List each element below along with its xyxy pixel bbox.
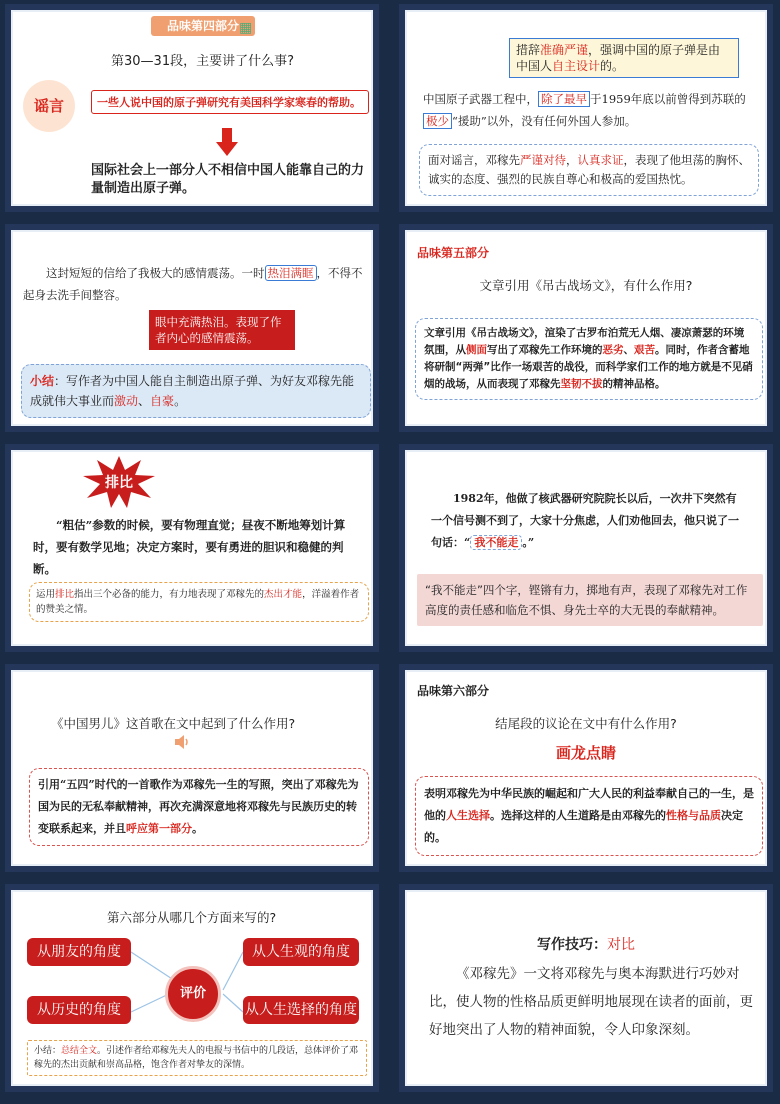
answer-box: “我不能走”四个字，铿锵有力，掷地有声，表现了邓稼先对工作高度的责任感和临危不惧、身先士卒的大无畏的奉献精神。 — [417, 574, 763, 626]
question-text: 结尾段的议论在文中有什么作用? — [495, 716, 677, 731]
answer-red-2: 恶劣 — [602, 344, 624, 356]
quote-part-1: 1982年，他做了核武器研究院院长以后，一次井下突然有一个信号测不到了，大家十分焦虑，人们劝他回去，他只说了一句话：“ — [431, 492, 739, 549]
summary-red-1: 严谨对待 — [520, 153, 566, 167]
slide-aspects — [5, 884, 379, 1092]
summary-pre: 小结： — [34, 1046, 62, 1056]
answer-red-2: 性格与品质 — [666, 809, 721, 822]
slide-6 — [399, 664, 773, 872]
slide-4c — [5, 224, 379, 432]
answer-end: ，洋溢着作者的赞美之情。 — [36, 589, 360, 615]
answer-part-1: 文章引用《吊古战场文》，渲染了古罗布泊荒无人烟、凄凉萧瑟的环境氛围，从 — [424, 327, 745, 356]
summary-label: 小结 — [30, 374, 55, 388]
aspect-node-1: 从朋友的角度 — [27, 938, 131, 966]
quote-text — [431, 488, 741, 554]
answer-part-5: 的精神品格。 — [602, 378, 666, 390]
technique-body: 《邓稼先》一文将邓稼先与奥本海默进行巧妙对比，使人物的性格品质更鲜明地展现在读者的面前，更好地突出了人物的精神面貌，令人印象深刻。 — [429, 966, 753, 1038]
summary-mid: ， — [566, 153, 578, 167]
summary-pre: 面对谣言，邓稼先 — [428, 153, 520, 167]
quote-part-2: ，不得不起身去洗手间整容。 — [23, 266, 363, 302]
aspect-node-4: 从人生选择的角度 — [243, 996, 359, 1024]
rumor-text: 一些人说中国的原子弹研究有美国科学家寒春的帮助。 — [91, 90, 369, 114]
note-red-1: 准确严谨 — [540, 43, 589, 57]
rumor-label: 谣言 — [33, 97, 64, 115]
quote-boxed-1: 除了最早 — [538, 91, 590, 107]
answer-part-2: 。 — [192, 822, 203, 835]
rumor-circle — [23, 80, 75, 132]
answer-box — [415, 318, 763, 400]
answer-red-4: 坚韧不拔 — [560, 378, 603, 390]
summary-red-2: 自豪 — [150, 394, 175, 408]
answer-mid: 指出三个必备的能力，有力地表现了邓稼先的 — [74, 589, 265, 600]
answer-red-1: 侧面 — [466, 344, 487, 356]
slide-4b — [399, 4, 773, 212]
speaker-icon[interactable] — [173, 734, 191, 750]
answer-box — [29, 768, 369, 846]
answer-red-2: 杰出才能 — [264, 589, 303, 600]
answer-part-3: 决定的。 — [424, 809, 743, 844]
quote-text: “粗估”参数的时候，要有物理直觉；昼夜不断地筹划计算时，要有数学见地；决定方案时，要有勇进的胆识和稳健的判断。 — [33, 518, 346, 576]
technique-title-pre: 写作技巧： — [537, 937, 607, 953]
answer-part-2: 。选择这样的人生道路是由邓稼先的 — [490, 809, 666, 822]
conclusion-text: 国际社会上一部分人不相信中国人能靠自己的力量制造出原子弹。 — [91, 163, 365, 196]
center-node — [165, 966, 221, 1022]
summary-red-2: 认真求证 — [577, 153, 624, 167]
highlight-text: 画龙点睛 — [555, 744, 616, 762]
summary-end: 。引述作者给邓稼先夫人的电报与书信中的几段话，总体评价了邓稼先的杰出贡献和崇高品格，饱含作者对挚友的深情。 — [34, 1046, 359, 1070]
question-text: 第30—31段，主要讲了什么事? — [111, 54, 294, 69]
question-text: 文章引用《吊古战场文》，有什么作用? — [479, 278, 693, 293]
quote-part-2: 。” — [522, 536, 535, 549]
quote-part-3: “援助”以外，没有任何外国人参加。 — [452, 114, 637, 128]
aspect-node-3: 从历史的角度 — [27, 996, 131, 1024]
section-header: 品味第六部分 — [417, 684, 490, 698]
answer-part-2: 写出了邓稼先工作环境的 — [487, 344, 603, 356]
slide-5 — [399, 224, 773, 432]
question-text: 第六部分从哪几个方面来写的? — [107, 910, 277, 925]
starburst-badge — [83, 456, 155, 508]
books-icon: ▦ — [239, 20, 253, 36]
quote-part-2: 于1959年底以前曾得到苏联的 — [590, 92, 746, 106]
answer-part-1: 表明邓稼先为中华民族的崛起和广大人民的利益奉献自己的一生，是他的 — [424, 787, 754, 822]
callout-box: 眼中充满热泪。表现了作者内心的感情震荡。 — [149, 310, 295, 350]
answer-part-1: 引用“五四”时代的一首歌作为邓稼先一生的写照，突出了邓稼先为国为民的无私奉献精神，再次充满深意地将邓稼先与民族历史的转变联系起来，并且 — [38, 778, 359, 835]
summary-red-1: 激动 — [114, 394, 139, 408]
quote-red: 我不能走 — [470, 535, 522, 550]
summary-mid: 、 — [138, 394, 151, 408]
answer-red-1: 排比 — [55, 589, 75, 600]
slide-song — [5, 664, 379, 872]
answer-red: 呼应第一部分 — [126, 822, 192, 835]
note-mid: ，强调中国的原子弹是由中国人 — [516, 43, 721, 73]
center-label: 评价 — [179, 986, 206, 1001]
answer-part-4: 。同时，作者含蓄地将研制“两弹”比作一场艰苦的战役，而科学家们工作的地方就是不见硝烟的战场，从而表现了邓稼先 — [424, 344, 753, 390]
summary-pre: ：写作者为中国人能自主制造出原子弹、为好友邓稼先能成就伟大事业而 — [30, 374, 355, 408]
question-text: 《中国男儿》这首歌在文中起到了什么作用? — [51, 716, 296, 731]
technique-title — [405, 934, 767, 954]
summary-end: ，表现了他坦荡的胸怀、诚实的态度、强烈的民族自尊心和极高的爱国热忱。 — [428, 153, 750, 186]
note-end: 的。 — [600, 59, 625, 73]
section-header: 品味第五部分 — [417, 246, 490, 260]
badge-label: 排比 — [105, 475, 133, 491]
slide-parallelism — [5, 444, 379, 652]
answer-box — [29, 582, 369, 622]
quote-text — [23, 262, 369, 306]
quote-part-1: 这封短短的信给了我极大的感情震荡。一时 — [46, 266, 265, 280]
slide-technique — [399, 884, 773, 1092]
summary-box — [419, 144, 759, 196]
quote-boxed-2: 极少 — [423, 113, 452, 129]
aspect-node-2: 从人生观的角度 — [243, 938, 359, 966]
down-arrow-icon — [216, 128, 238, 154]
summary-box — [21, 364, 371, 418]
technique-title-red: 对比 — [607, 937, 635, 953]
slide-4a — [5, 4, 379, 212]
summary-end: 。 — [174, 394, 187, 408]
slide-cannot-leave — [399, 444, 773, 652]
note-box — [509, 38, 739, 78]
note-red-2: 自主设计 — [552, 59, 601, 73]
answer-pre: 运用 — [36, 589, 56, 600]
quote-part-1: 中国原子武器工程中， — [423, 92, 538, 106]
answer-red-3: 艰苦 — [634, 344, 655, 356]
quote-boxed: 热泪满眶 — [265, 265, 317, 281]
section-header-text: 品味第四部分 — [166, 19, 239, 33]
answer-box — [415, 776, 763, 856]
summary-box — [27, 1040, 367, 1076]
summary-red: 总结全文 — [61, 1046, 98, 1056]
quote-text — [423, 88, 753, 132]
answer-red-1: 人生选择 — [446, 809, 490, 822]
answer-part-3: 、 — [623, 344, 634, 356]
note-pre: 措辞 — [516, 43, 541, 57]
